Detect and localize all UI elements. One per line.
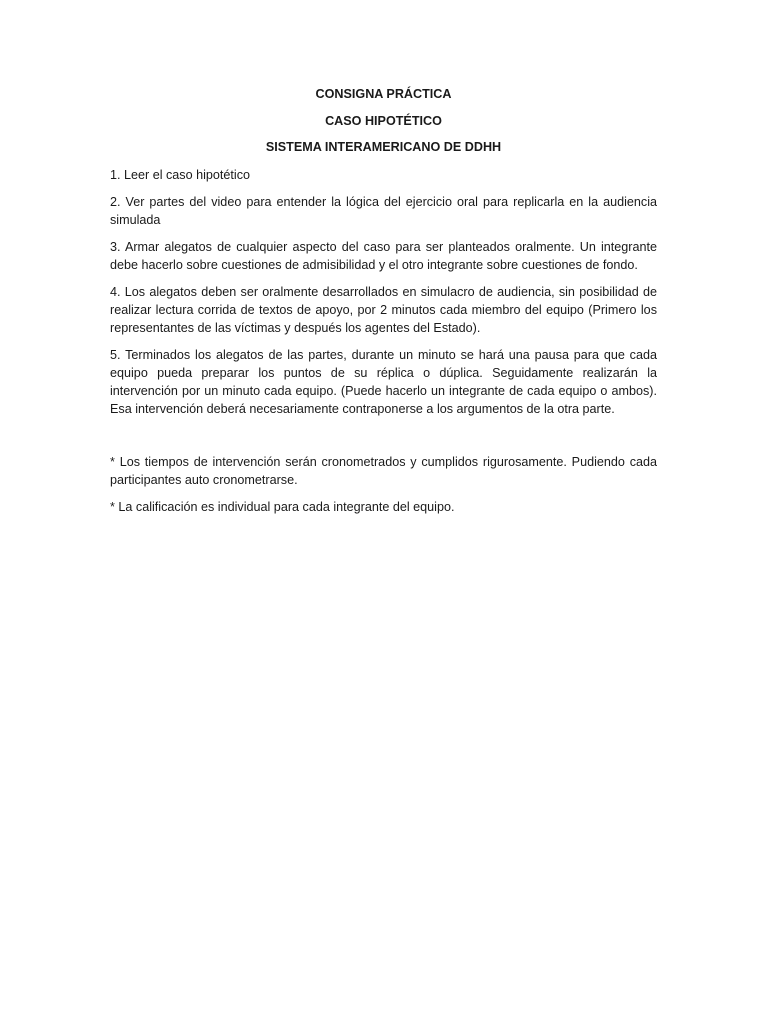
note-grading: * La calificación es individual para cada integrante del equipo. [110, 499, 455, 514]
instruction-step-4: 4. Los alegatos deben ser oralmente desarrollados en simulacro de audiencia, sin posibilidad de realizar lectura corrida de textos de apoyo, por 2 minutos cada miembro del equipo (Primero los representantes de las víctimas y después los agentes del Estado). [110, 284, 657, 335]
document-section-heading: SISTEMA INTERAMERICANO DE DDHH [265, 140, 502, 154]
note-timing: * Los tiempos de intervención serán cronometrados y cumplidos rigurosamente. Pudiendo cada participantes auto cronometrarse. [110, 454, 657, 487]
document-subtitle: CASO HIPOTÉTICO [325, 113, 442, 128]
paragraph-spacer [110, 427, 657, 453]
document-page [110, 86, 657, 525]
instruction-step-3: 3. Armar alegatos de cualquier aspecto del caso para ser planteados oralmente. Un integrante debe hacerlo sobre cuestiones de admisibilidad y el otro integrante sobre cuestiones de fondo. [110, 239, 657, 272]
document-title: CONSIGNA PRÁCTICA [315, 87, 452, 101]
instruction-step-1: 1. Leer el caso hipotético [110, 167, 251, 182]
instruction-step-5: 5. Terminados los alegatos de las partes, durante un minuto se hará una pausa para que cada equipo pueda preparar los puntos de su réplica o dúplica. Seguidamente realizarán la intervención por un minuto cada equipo. (Puede hacerlo un integrante de cada equipo o ambos). Esa intervención deberá necesariamente contraponerse a los argumentos de la otra parte. [110, 347, 657, 416]
instruction-step-2: 2. Ver partes del video para entender la lógica del ejercicio oral para replicarla en la audiencia simulada [110, 194, 657, 227]
